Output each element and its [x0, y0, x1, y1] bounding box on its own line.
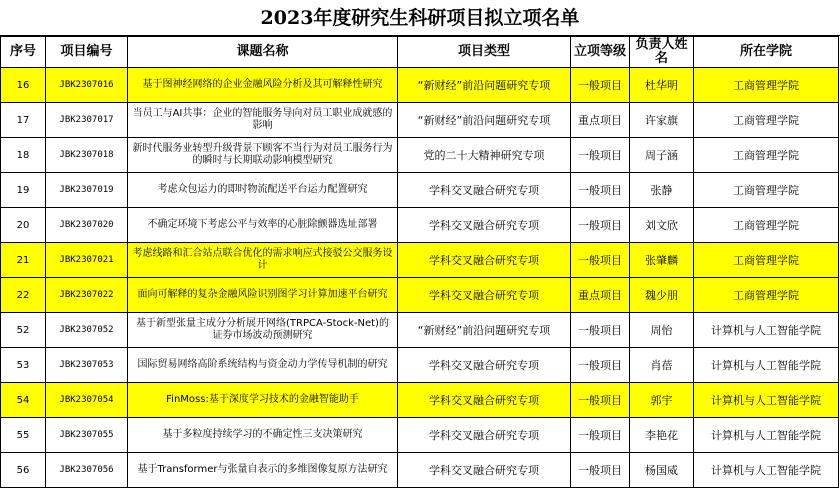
cell-project-code[interactable]: JBK2307055 — [46, 418, 128, 453]
cell-seq[interactable]: 52 — [1, 313, 46, 348]
cell-project-type[interactable]: 学科交叉融合研究专项 — [398, 348, 571, 383]
cell-project-code[interactable]: JBK2307054 — [46, 383, 128, 418]
cell-seq[interactable]: 18 — [1, 138, 46, 173]
table-row — [1, 348, 839, 383]
cell-project-type[interactable]: 学科交叉融合研究专项 — [398, 278, 571, 313]
cell-seq[interactable]: 17 — [1, 103, 46, 138]
header-type[interactable]: 项目类型 — [398, 37, 571, 68]
cell-grant-level[interactable]: 一般项目 — [571, 383, 630, 418]
cell-grant-level[interactable]: 一般项目 — [571, 418, 630, 453]
cell-grant-level[interactable]: 一般项目 — [571, 313, 630, 348]
cell-college[interactable]: 工商管理学院 — [694, 138, 839, 173]
cell-seq[interactable]: 21 — [1, 243, 46, 278]
cell-college[interactable]: 计算机与人工智能学院 — [694, 313, 839, 348]
cell-seq[interactable]: 53 — [1, 348, 46, 383]
cell-leader-name[interactable]: 肖蓓 — [630, 348, 694, 383]
cell-project-code[interactable]: JBK2307052 — [46, 313, 128, 348]
cell-topic-name[interactable]: 考虑众包运力的即时物流配送平台运力配置研究 — [128, 173, 398, 208]
cell-topic-name[interactable]: 面向可解释的复杂金融风险识别图学习计算加速平台研究 — [128, 278, 398, 313]
cell-seq[interactable]: 56 — [1, 453, 46, 488]
cell-topic-name[interactable]: 国际贸易网络高阶系统结构与资金动力学传导机制的研究 — [128, 348, 398, 383]
cell-leader-name[interactable]: 杨国威 — [630, 453, 694, 488]
cell-college[interactable]: 计算机与人工智能学院 — [694, 453, 839, 488]
header-level[interactable]: 立项等级 — [571, 37, 630, 68]
cell-grant-level[interactable]: 一般项目 — [571, 208, 630, 243]
header-row — [1, 37, 839, 68]
cell-topic-name[interactable]: FinMoss:基于深度学习技术的金融智能助手 — [128, 383, 398, 418]
cell-college[interactable]: 工商管理学院 — [694, 68, 839, 103]
cell-project-code[interactable]: JBK2307053 — [46, 348, 128, 383]
cell-topic-name[interactable]: 基于Transformer与张量自表示的多维图像复原方法研究 — [128, 453, 398, 488]
header-code[interactable]: 项目编号 — [46, 37, 128, 68]
project-table — [0, 36, 839, 488]
cell-grant-level[interactable]: 一般项目 — [571, 173, 630, 208]
table-row — [1, 313, 839, 348]
cell-leader-name[interactable]: 张肇麟 — [630, 243, 694, 278]
cell-college[interactable]: 计算机与人工智能学院 — [694, 348, 839, 383]
cell-project-code[interactable]: JBK2307021 — [46, 243, 128, 278]
cell-college[interactable]: 计算机与人工智能学院 — [694, 418, 839, 453]
cell-college[interactable]: 工商管理学院 — [694, 278, 839, 313]
cell-project-type[interactable]: “新财经”前沿问题研究专项 — [398, 68, 571, 103]
cell-leader-name[interactable]: 刘文欣 — [630, 208, 694, 243]
cell-project-type[interactable]: 学科交叉融合研究专项 — [398, 208, 571, 243]
cell-college[interactable]: 工商管理学院 — [694, 208, 839, 243]
table-row — [1, 138, 839, 173]
cell-seq[interactable]: 16 — [1, 68, 46, 103]
cell-grant-level[interactable]: 重点项目 — [571, 103, 630, 138]
table-row — [1, 383, 839, 418]
cell-grant-level[interactable]: 重点项目 — [571, 278, 630, 313]
cell-topic-name[interactable]: 新时代服务业转型升级背景下顾客不当行为对员工服务行为的瞬时与长期联动影响模型研究 — [128, 138, 398, 173]
cell-topic-name[interactable]: 当员工与AI共事：企业的智能服务导向对员工职业成就感的影响 — [128, 103, 398, 138]
cell-project-type[interactable]: 学科交叉融合研究专项 — [398, 418, 571, 453]
cell-project-type[interactable]: 党的二十大精神研究专项 — [398, 138, 571, 173]
cell-project-type[interactable]: “新财经”前沿问题研究专项 — [398, 103, 571, 138]
cell-leader-name[interactable]: 周怡 — [630, 313, 694, 348]
cell-project-code[interactable]: JBK2307022 — [46, 278, 128, 313]
header-leader[interactable]: 负责人姓名 — [630, 37, 694, 68]
cell-project-code[interactable]: JBK2307016 — [46, 68, 128, 103]
cell-topic-name[interactable]: 基于图神经网络的企业金融风险分析及其可解释性研究 — [128, 68, 398, 103]
cell-leader-name[interactable]: 杜华明 — [630, 68, 694, 103]
cell-project-code[interactable]: JBK2307019 — [46, 173, 128, 208]
cell-project-type[interactable]: 学科交叉融合研究专项 — [398, 243, 571, 278]
cell-leader-name[interactable]: 魏少朋 — [630, 278, 694, 313]
table-row — [1, 278, 839, 313]
cell-seq[interactable]: 54 — [1, 383, 46, 418]
cell-project-code[interactable]: JBK2307017 — [46, 103, 128, 138]
cell-seq[interactable]: 22 — [1, 278, 46, 313]
cell-college[interactable]: 计算机与人工智能学院 — [694, 383, 839, 418]
cell-topic-name[interactable]: 基于新型张量主成分分析展开网络(TRPCA-Stock-Net)的证券市场波动预测研究 — [128, 313, 398, 348]
cell-project-code[interactable]: JBK2307056 — [46, 453, 128, 488]
cell-college[interactable]: 工商管理学院 — [694, 103, 839, 138]
cell-grant-level[interactable]: 一般项目 — [571, 453, 630, 488]
cell-project-code[interactable]: JBK2307018 — [46, 138, 128, 173]
header-topic[interactable]: 课题名称 — [128, 37, 398, 68]
sheet-title: 2023年度研究生科研项目拟立项名单 — [0, 0, 840, 36]
table-row — [1, 243, 839, 278]
cell-seq[interactable]: 55 — [1, 418, 46, 453]
cell-topic-name[interactable]: 基于多粒度持续学习的不确定性三支决策研究 — [128, 418, 398, 453]
table-row — [1, 173, 839, 208]
table-row — [1, 453, 839, 488]
cell-grant-level[interactable]: 一般项目 — [571, 138, 630, 173]
header-college[interactable]: 所在学院 — [694, 37, 839, 68]
cell-seq[interactable]: 19 — [1, 173, 46, 208]
cell-topic-name[interactable]: 不确定环境下考虑公平与效率的心脏除颤器选址部署 — [128, 208, 398, 243]
cell-project-type[interactable]: 学科交叉融合研究专项 — [398, 453, 571, 488]
cell-leader-name[interactable]: 张静 — [630, 173, 694, 208]
table-body — [1, 68, 839, 488]
cell-leader-name[interactable]: 李艳花 — [630, 418, 694, 453]
cell-leader-name[interactable]: 郭宇 — [630, 383, 694, 418]
cell-grant-level[interactable]: 一般项目 — [571, 348, 630, 383]
cell-leader-name[interactable]: 周子涵 — [630, 138, 694, 173]
table-row — [1, 68, 839, 103]
cell-project-type[interactable]: 学科交叉融合研究专项 — [398, 383, 571, 418]
table-row — [1, 103, 839, 138]
cell-topic-name[interactable]: 考虑线路和汇合站点联合优化的需求响应式接驳公交服务设计 — [128, 243, 398, 278]
cell-project-code[interactable]: JBK2307020 — [46, 208, 128, 243]
cell-college[interactable]: 工商管理学院 — [694, 173, 839, 208]
cell-leader-name[interactable]: 许家旗 — [630, 103, 694, 138]
cell-project-type[interactable]: “新财经”前沿问题研究专项 — [398, 313, 571, 348]
cell-grant-level[interactable]: 一般项目 — [571, 243, 630, 278]
cell-grant-level[interactable]: 一般项目 — [571, 68, 630, 103]
header-seq[interactable]: 序号 — [1, 37, 46, 68]
cell-project-type[interactable]: 学科交叉融合研究专项 — [398, 173, 571, 208]
table-row — [1, 208, 839, 243]
cell-college[interactable]: 工商管理学院 — [694, 243, 839, 278]
cell-seq[interactable]: 20 — [1, 208, 46, 243]
table-row — [1, 418, 839, 453]
